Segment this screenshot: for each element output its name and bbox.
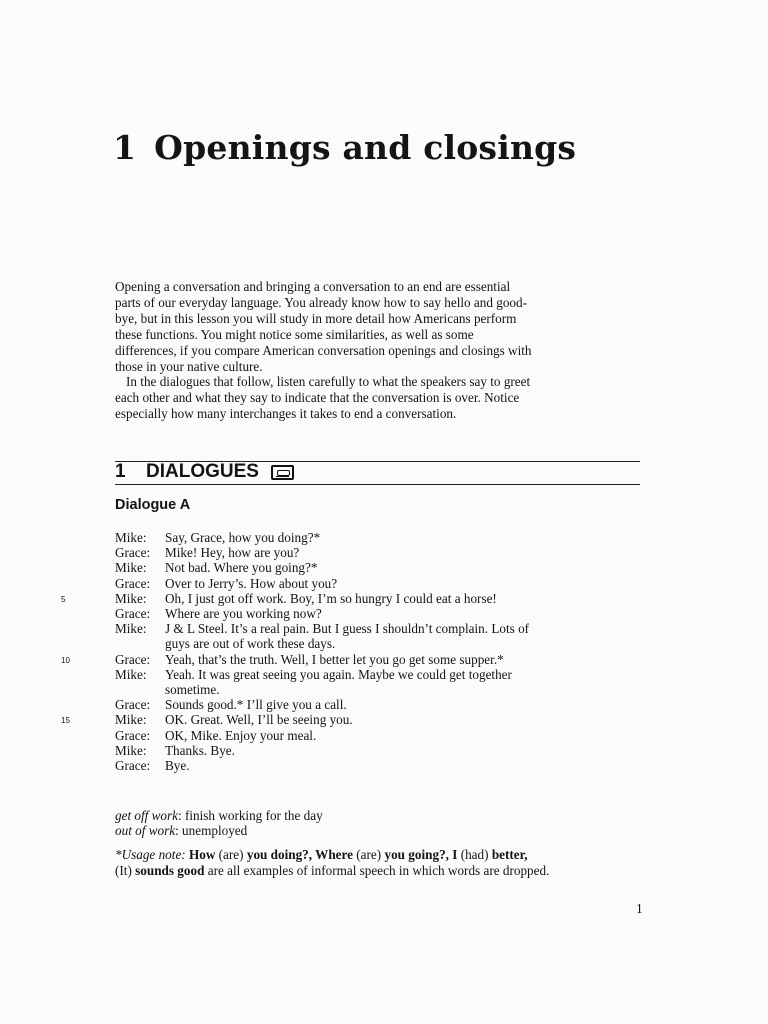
- page-number: 1: [636, 901, 643, 916]
- chapter-title: [113, 128, 576, 167]
- introduction: [115, 279, 535, 422]
- speaker-name: Mike:: [115, 590, 147, 606]
- dialogue-line: [115, 758, 555, 773]
- speaker-name: Grace:: [115, 651, 151, 667]
- speech-text: Not bad. Where you going?*: [165, 560, 318, 576]
- speech-text: Say, Grace, how you doing?*: [165, 530, 321, 545]
- line-number: 5: [61, 594, 66, 604]
- usage-bold: How: [188, 847, 216, 863]
- dialogue-title: Dialogue A: [115, 497, 191, 513]
- line-number: 15: [61, 716, 70, 726]
- usage-note: [115, 847, 645, 879]
- section-bottom-rule: [115, 484, 640, 485]
- dialogue-line: [61, 590, 555, 606]
- speaker-name: Grace:: [115, 758, 151, 774]
- usage-text: are all examples of informal speech in which words are dropped.: [204, 863, 550, 879]
- speaker-name: Mike:: [115, 666, 147, 682]
- usage-text: (are): [215, 847, 247, 863]
- notes: [115, 808, 645, 879]
- speaker-name: Mike:: [115, 621, 147, 637]
- dialogue-line: [115, 697, 555, 712]
- dialogue-line: [61, 712, 555, 728]
- speaker-name: Grace:: [115, 697, 151, 713]
- speech-text: OK. Great. Well, I’ll be seeing you.: [165, 712, 353, 728]
- section-title: DIALOGUES: [146, 461, 259, 482]
- dialogue-line: [115, 530, 555, 545]
- dialogue-line: [115, 728, 555, 743]
- glossary-term: out of work: [115, 823, 176, 839]
- usage-bold: better,: [491, 847, 528, 863]
- dialogue-transcript: [61, 530, 555, 774]
- usage-bold: you doing?, Where: [246, 847, 353, 863]
- speaker-name: Mike:: [115, 712, 147, 728]
- usage-text: (It): [115, 863, 136, 879]
- line-number: 10: [61, 655, 70, 665]
- glossary-definition: unemployed: [182, 823, 248, 839]
- speaker-name: Grace:: [115, 575, 151, 591]
- speech-text: Oh, I just got off work. Boy, I’m so hungry I could eat a horse!: [165, 590, 497, 606]
- speech-text: Where are you working now?: [165, 606, 322, 622]
- dialogue-line: [115, 621, 555, 651]
- usage-text: (are): [352, 847, 385, 863]
- dialogue-line: [115, 743, 555, 758]
- intro-paragraph-1: Opening a conversation and bringing a conversation to an end are essential parts of our everyday language. You already know how to say hello and good-bye, but in this lesson you will study in more detail how Americans perform these functions. You might notice some similarities, as well as some differences, if you compare American conversation openings and closings with those in your native culture.: [115, 279, 532, 374]
- usage-note-label: *Usage note:: [115, 847, 186, 863]
- speech-text: Thanks. Bye.: [165, 742, 235, 758]
- speech-text: Sounds good.* I’ll give you a call.: [165, 697, 347, 713]
- intro-paragraph-2: In the dialogues that follow, listen carefully to what the speakers say to greet each other and what they say to indicate that the conversation is over. Notice especially how many interchanges it takes to end a conversation.: [115, 374, 531, 422]
- speaker-name: Grace:: [115, 727, 151, 743]
- section-heading: [115, 461, 294, 483]
- speaker-name: Mike:: [115, 742, 147, 758]
- speech-text: Over to Jerry’s. How about you?: [165, 575, 338, 591]
- speaker-name: Mike:: [115, 530, 147, 545]
- dialogue-line: [115, 667, 555, 697]
- speech-text: Yeah. It was great seeing you again. Maybe we could get together sometime.: [165, 666, 512, 698]
- usage-text: (had): [457, 847, 492, 863]
- glossary-item: out of work: unemployed: [115, 823, 248, 839]
- speech-text: Mike! Hey, how are you?: [165, 545, 300, 561]
- usage-bold: sounds good: [135, 863, 205, 879]
- glossary-term: get off work: [115, 808, 179, 823]
- dialogue-line: [115, 560, 555, 575]
- dialogue-line: [61, 651, 555, 667]
- dialogue-line: [115, 606, 555, 621]
- chapter-number: 1: [113, 128, 137, 167]
- chapter-title-text: Openings and closings: [154, 128, 577, 167]
- speaker-name: Mike:: [115, 560, 147, 576]
- glossary-item: get off work: finish working for the day: [115, 808, 323, 823]
- usage-bold: you going?, I: [384, 847, 458, 863]
- speech-text: Bye.: [165, 758, 190, 774]
- dialogue-line: [115, 545, 555, 560]
- speaker-name: Grace:: [115, 606, 151, 622]
- speech-text: J & L Steel. It’s a real pain. But I guess I shouldn’t complain. Lots of guys are out of work these days.: [165, 621, 530, 652]
- speaker-name: Grace:: [115, 545, 151, 561]
- dialogue-line: [115, 576, 555, 591]
- cassette-icon: [271, 465, 294, 480]
- section-number: 1: [115, 461, 126, 482]
- speech-text: Yeah, that’s the truth. Well, I better let you go get some supper.*: [165, 651, 504, 667]
- speech-text: OK, Mike. Enjoy your meal.: [165, 727, 317, 743]
- glossary-definition: finish working for the day: [184, 808, 323, 823]
